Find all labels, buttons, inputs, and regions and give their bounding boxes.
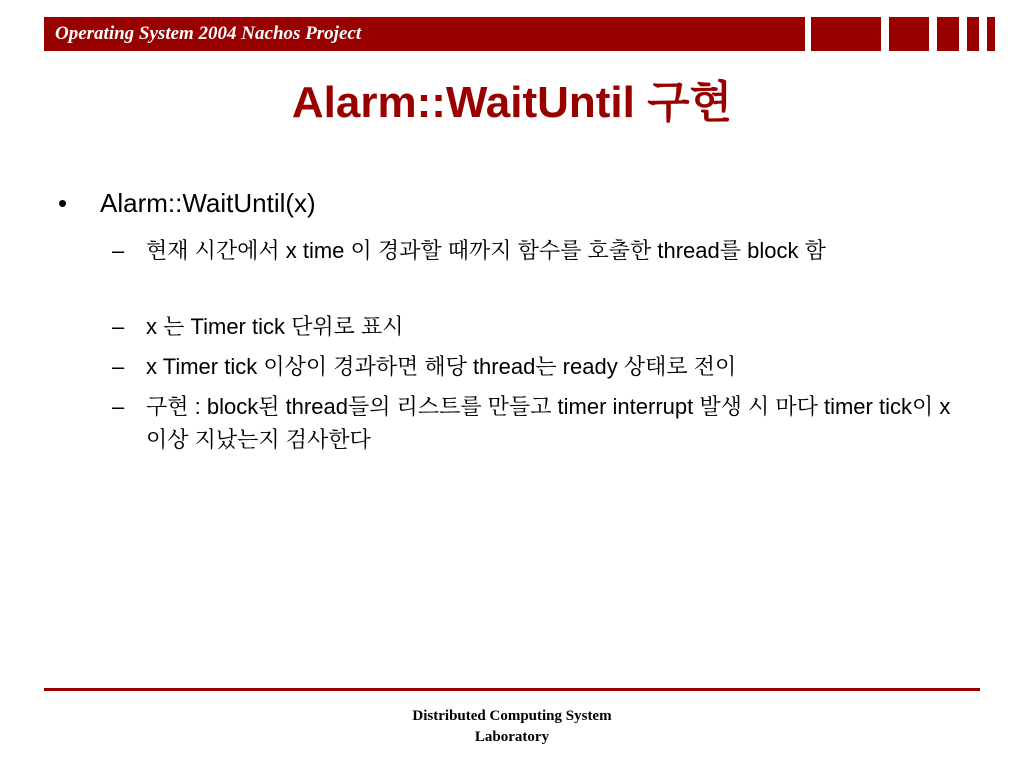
header-deco-block-2 [889, 17, 929, 51]
sub-item-text: 현재 시간에서 x time 이 경과할 때까지 함수를 호출한 thread를 block 함 [146, 238, 826, 263]
sub-item [112, 234, 972, 300]
header-deco-block-5 [987, 17, 995, 51]
footer-divider [44, 688, 980, 691]
sub-item-text: x 는 Timer tick 단위로 표시 [146, 314, 404, 339]
slide-title: Alarm::WaitUntil 구현 [291, 78, 733, 127]
sub-item-text: x Timer tick 이상이 경과하면 해당 thread는 ready 상태로 전이 [146, 354, 737, 379]
sub-item-text: 구현 : block된 thread들의 리스트를 만들고 timer interrupt 발생 시 마다 timer tick이 x 이상 지났는지 검사한다 [146, 394, 951, 452]
sub-marker: – [112, 394, 125, 419]
sub-marker: – [112, 354, 125, 379]
sub-item [112, 350, 972, 383]
bullet-marker: • [58, 188, 68, 218]
footer-line-1: Distributed Computing System [412, 708, 612, 724]
footer-lab-name [0, 706, 1024, 748]
footer-line-2: Laboratory [474, 729, 550, 745]
header-bar [44, 17, 805, 51]
header-deco-block-1 [811, 17, 881, 51]
bullet-text: Alarm::WaitUntil(x) [100, 188, 316, 218]
header-deco-block-3 [937, 17, 959, 51]
sub-marker: – [112, 238, 125, 263]
header-deco-block-4 [967, 17, 979, 51]
header-title: Operating System 2004 Nachos Project [55, 23, 362, 44]
sub-marker: – [112, 314, 125, 339]
sub-item [112, 390, 972, 456]
sub-item [112, 310, 972, 343]
